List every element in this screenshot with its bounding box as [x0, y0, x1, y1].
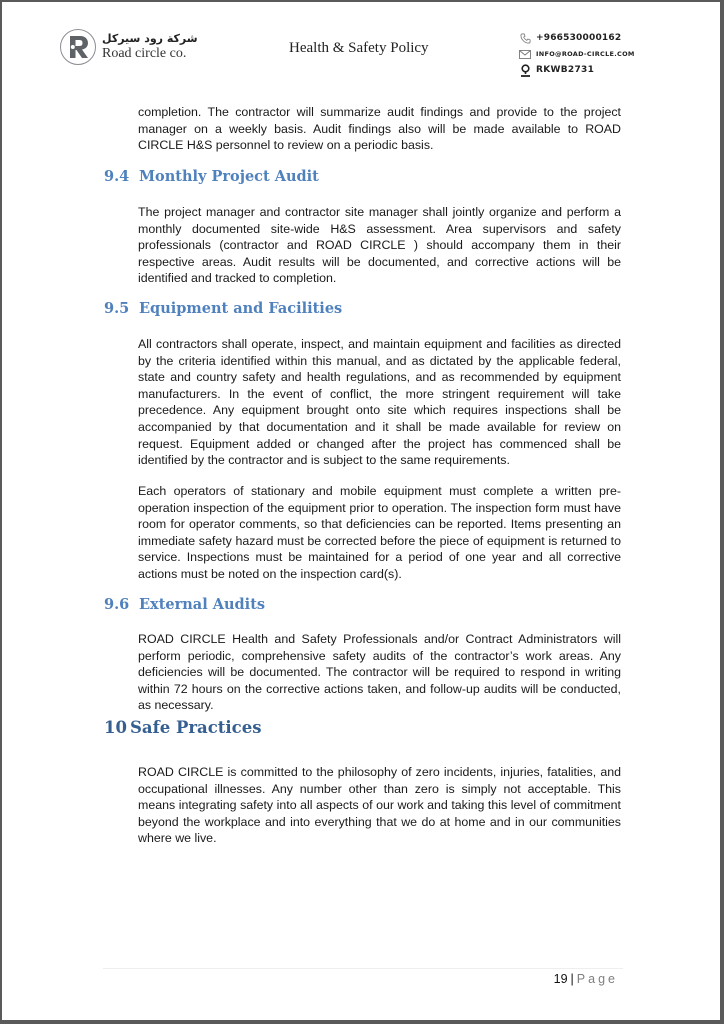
section-10-paragraph: ROAD CIRCLE is committed to the philosophy of zero incidents, injuries, fatalities, and occupational illnesses. Any number other than zero is simply not acceptable. This means integrating safety into all aspects of our work and taking this level of commitment beyond the workplace and into everything that we do at home and in our communities where we live.	[138, 765, 621, 846]
section-title: Monthly Project Audit	[139, 168, 319, 185]
document-title: Health & Safety Policy	[289, 40, 429, 56]
section-heading-10	[104, 718, 262, 737]
section-9-5-paragraph-1: All contractors shall operate, inspect, and maintain equipment and facilities as directed by the criteria identified within this manual, and as dictated by the applicable federal, state and country safety and health regulations, and as recommended by equipment manufacturers. In the event of conflict, the more stringent requirement will take precedence. Any equipment brought onto site which requires inspections shall be accompanied by that documentation and it shall be made available for review on request. Equipment added or changed after the project has commenced shall be identified by the contractor and is subject to the same requirements.	[138, 337, 621, 468]
map-pin-icon	[518, 64, 532, 76]
section-heading-9-5	[104, 300, 342, 317]
contact-phone	[518, 30, 635, 46]
section-9-6-paragraph: ROAD CIRCLE Health and Safety Professionals and/or Contract Administrators will perform periodic, comprehensive safety audits of the contractor’s work areas. Any deficiencies will be documented. The contractor will be required to respond in writing within 72 hours on the corrective actions taken, and follow-up audits will be conducted, as necessary.	[138, 632, 621, 713]
intro-paragraph: completion. The contractor will summarize audit findings and provide to the project manager on a weekly basis. Audit findings also will be made available to ROAD CIRCLE H&S personnel to review on a periodic basis.	[138, 105, 621, 153]
section-9-4-paragraph: The project manager and contractor site manager shall jointly organize and perform a monthly documented site-wide H&S assessment. Area supervisors and safety professionals (contractor and ROAD CIRCLE ) should accompany them in their respective areas. Audit results will be documented, and corrective actions will be identified and tracked to completion.	[138, 205, 621, 286]
section-number: 9.6	[104, 596, 130, 613]
contact-location	[518, 62, 635, 78]
section-9-5-paragraph-2: Each operators of stationary and mobile equipment must complete a written pre-operation inspection of the equipment prior to operation. The inspection form must have room for operator comments, so that deficiencies can be reported. Items presenting an immediate safety hazard must be corrected before the piece of equipment is returned to service. Inspections must be maintained for a period of one year and all corrective actions must be noted on the inspection card(s).	[138, 484, 621, 581]
section-title: External Audits	[139, 596, 266, 613]
page-number: 19	[553, 972, 568, 986]
section-heading-9-4	[104, 168, 319, 185]
section-heading-9-6	[104, 596, 265, 613]
footer-divider	[103, 968, 623, 969]
contact-info	[518, 30, 635, 78]
phone-icon	[518, 32, 532, 44]
section-number: 9.4	[104, 168, 130, 185]
company-logo	[60, 29, 198, 65]
page-separator: |	[570, 972, 574, 986]
page-label: Page	[576, 972, 618, 986]
section-number: 9.5	[104, 300, 130, 317]
road-circle-r-logo-icon	[60, 29, 96, 65]
email-address: INFO@ROAD-CIRCLE.COM	[536, 50, 635, 58]
location-code: RKWB2731	[536, 65, 595, 75]
phone-number: +966530000162	[536, 33, 622, 43]
contact-email	[518, 46, 635, 62]
logo-arabic-name: شركة رود سيركل	[102, 31, 198, 45]
logo-english-name: Road circle co.	[102, 45, 187, 61]
page-number-footer	[554, 972, 618, 986]
section-number: 10	[104, 718, 127, 737]
document-page	[2, 2, 720, 1020]
section-title: Equipment and Facilities	[139, 300, 343, 317]
envelope-icon	[518, 48, 532, 60]
section-title: Safe Practices	[130, 718, 262, 737]
